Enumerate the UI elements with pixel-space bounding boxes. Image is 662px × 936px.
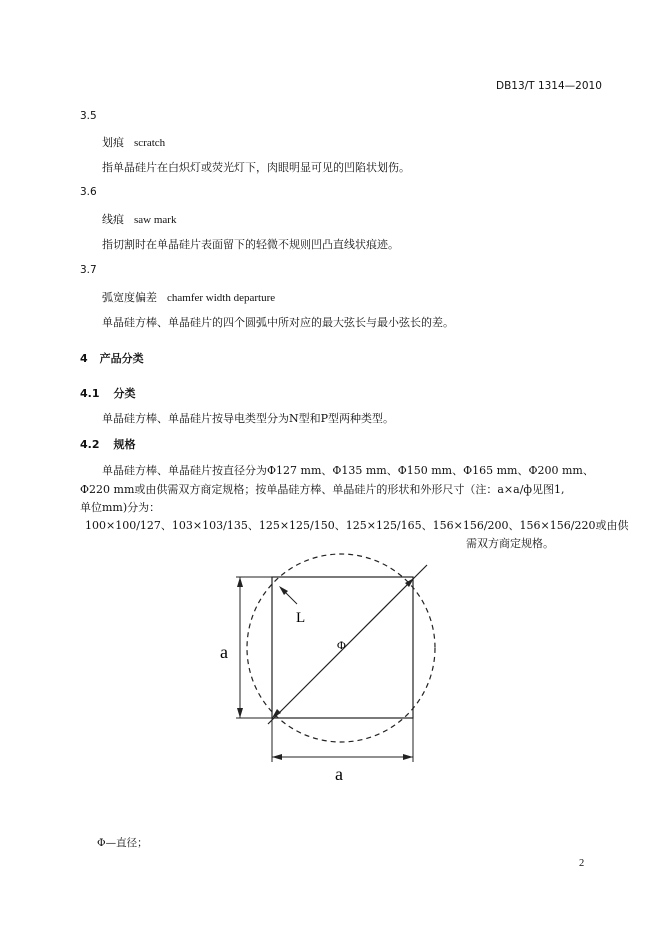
footnote: Φ—直径； — [97, 837, 148, 849]
arrow-bottom-right — [403, 754, 413, 760]
chapter-title: 产品分类 — [99, 352, 144, 365]
definition-3-6: 指切割时在单晶硅片表面留下的轻微不规则凹凸直线状痕迹。 — [102, 238, 399, 251]
spec-line-5: 需双方商定规格。 — [466, 537, 554, 550]
arrow-bottom-left — [272, 754, 282, 760]
term-cn: 弧宽度偏差 — [102, 291, 157, 304]
document-id: DB13/T 1314—2010 — [496, 80, 602, 92]
section-title: 分类 — [113, 387, 136, 400]
label-diameter: Φ — [337, 638, 346, 652]
term-en: chamfer width departure — [167, 292, 276, 304]
section-number: 4.2 — [80, 438, 100, 451]
label-side-a: a — [220, 642, 228, 662]
diameter-line — [268, 565, 427, 724]
chapter-number: 4 — [80, 352, 88, 365]
definition-3-7: 单晶硅方棒、单晶硅片的四个圆弧中所对应的最大弦长与最小弦长的差。 — [102, 316, 454, 329]
label-chord-l: L — [296, 610, 306, 626]
section-4-1-text: 单晶硅方棒、单晶硅片按导电类型分为N型和P型两种类型。 — [102, 412, 395, 425]
label-bottom-a: a — [335, 764, 343, 784]
section-number-3-5: 3.5 — [80, 110, 97, 122]
section-number-3-6: 3.6 — [80, 186, 97, 198]
definition-3-5: 指单晶硅片在白炽灯或荧光灯下，肉眼明显可见的凹陷状划伤。 — [102, 161, 410, 174]
spec-line-4: 100×100/127、103×103/135、125×125/150、125×125/165、156×156/200、156×156/220或由供 — [85, 519, 629, 532]
spec-line-1: 单晶硅方棒、单晶硅片按直径分为Φ127 mm、Φ135 mm、Φ150 mm、Φ165 mm、Φ200 mm、 — [102, 464, 594, 477]
arrow-left-bottom — [237, 708, 243, 718]
arrow-left-top — [237, 577, 243, 587]
term-en: saw mark — [134, 214, 177, 226]
term-cn: 线痕 — [102, 213, 124, 226]
term-cn: 划痕 — [102, 136, 124, 149]
term-en: scratch — [134, 137, 166, 149]
page-number: 2 — [579, 858, 585, 869]
spec-line-3: 单位mm)分为： — [80, 501, 161, 514]
spec-line-2: Φ220 mm或由供需双方商定规格；按单晶硅方棒、单晶硅片的形状和外形尺寸（注：a×a/ф见图1, — [80, 483, 565, 496]
section-title: 规格 — [113, 438, 136, 451]
section-number-3-7: 3.7 — [80, 264, 97, 276]
section-number: 4.1 — [80, 387, 100, 400]
